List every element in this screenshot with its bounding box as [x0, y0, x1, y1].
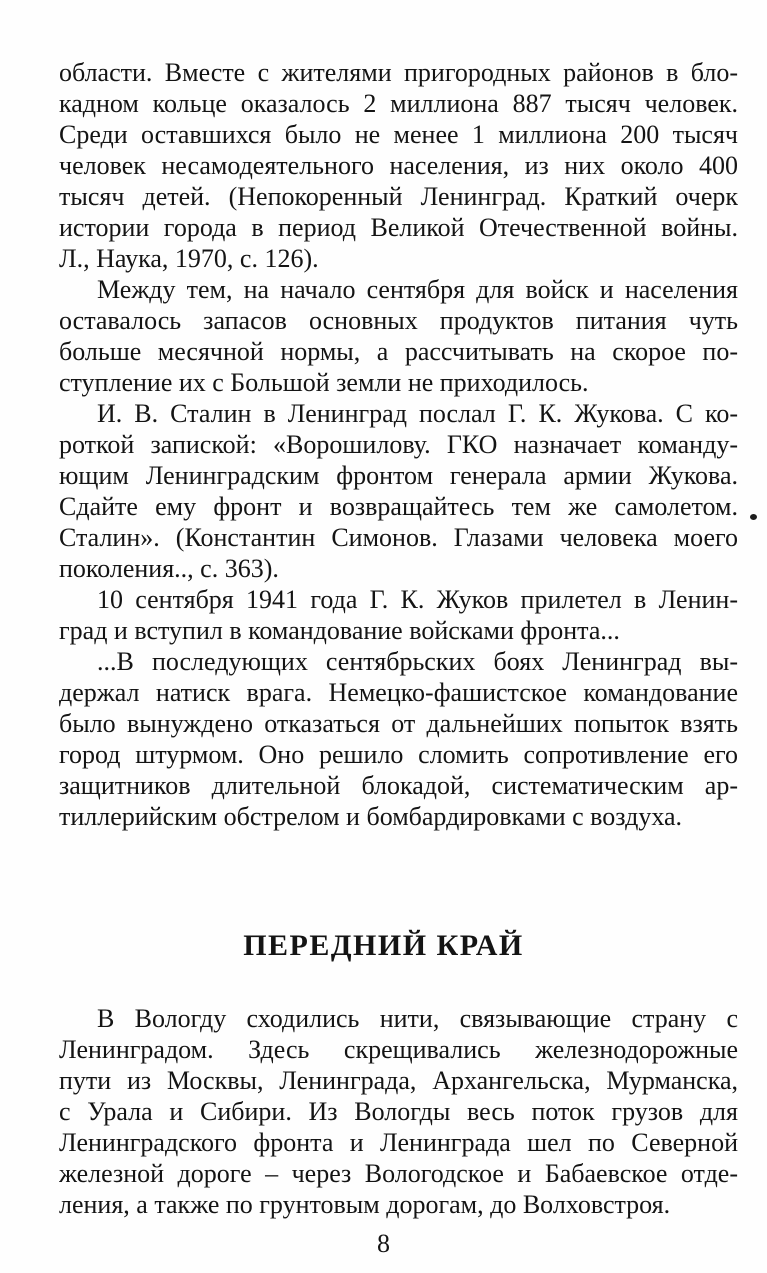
text-line: град и вступил в командование войсками фронта... [59, 616, 620, 645]
body-text-before-heading [59, 57, 738, 832]
text-line: И. В. Сталин в Ленинград послал Г. К. Жукова. С ко- [97, 399, 738, 428]
text-line: 10 сентября 1941 года Г. К. Жуков прилетел в Ленин- [97, 585, 738, 614]
chapter-heading: ПЕРЕДНИЙ КРАЙ [243, 929, 524, 962]
text-line: пути из Москвы, Ленинграда, Архангельска, Мурманска, [59, 1066, 738, 1095]
text-line: тысяч детей. (Непокоренный Ленинград. Краткий очерк [59, 182, 738, 211]
text-line: ...В последующих сентябрьских боях Ленинград вы- [97, 647, 738, 676]
text-line: было вынуждено отказаться от дальнейших попыток взять [59, 709, 738, 738]
text-line: Ленинградом. Здесь скрещивались железнодорожные [59, 1035, 738, 1064]
text-line: человек несамодеятельного населения, из них около 400 [59, 151, 738, 180]
text-line: В Вологду сходились нити, связывающие страну с [97, 1004, 738, 1033]
text-line: кадном кольце оказалось 2 миллиона 887 тысяч человек. [59, 89, 738, 118]
text-line: ления, а также по грунтовым дорогам, до Волховстроя. [59, 1190, 671, 1219]
body-text-after-heading [59, 1003, 738, 1220]
text-line: железной дороге – через Вологодское и Бабаевское отде- [59, 1159, 738, 1188]
text-line: тиллерийским обстрелом и бомбардировками с воздуха. [59, 802, 683, 831]
text-line: больше месячной нормы, а рассчитывать на скорое по- [59, 337, 738, 366]
text-line: Сталин». (Константин Симонов. Глазами человека моего [59, 523, 738, 552]
text-line: истории города в период Великой Отечественной войны. [59, 213, 738, 242]
text-line: город штурмом. Оно решило сломить сопротивление его [59, 740, 738, 769]
text-line: держал натиск врага. Немецко-фашистское командование [59, 678, 738, 707]
text-line: ступление их с Большой земли не приходилось. [59, 368, 589, 397]
text-line: с Урала и Сибири. Из Вологды весь поток грузов для [59, 1097, 738, 1126]
text-line: роткой запиской: «Ворошилову. ГКО назначает команду- [59, 430, 738, 459]
text-line: Сдайте ему фронт и возвращайтесь тем же самолетом. [59, 492, 738, 521]
text-line: Ленинградского фронта и Ленинграда шел по Северной [59, 1128, 738, 1157]
text-line: области. Вместе с жителями пригородных районов в бло- [59, 58, 738, 87]
ink-speck [750, 514, 757, 520]
text-line: поколения.., с. 363). [59, 554, 279, 583]
text-line: оставалось запасов основных продуктов питания чуть [59, 306, 738, 335]
text-line: защитников длительной блокадой, систематическим ар- [59, 771, 738, 800]
text-line: Л., Наука, 1970, с. 126). [59, 244, 319, 273]
text-line: Между тем, на начало сентября для войск и населения [97, 275, 738, 304]
text-line: Среди оставшихся было не менее 1 миллиона 200 тысяч [59, 120, 738, 149]
text-line: ющим Ленинградским фронтом генерала армии Жукова. [59, 461, 738, 490]
page-number: 8 [377, 1229, 390, 1258]
